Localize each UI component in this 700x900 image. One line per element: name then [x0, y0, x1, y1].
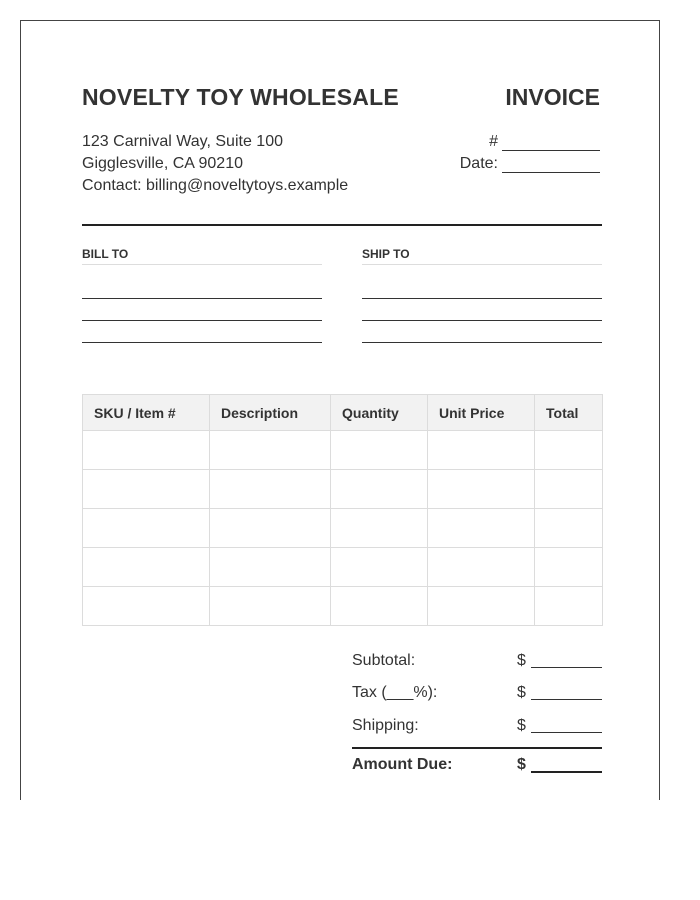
column-header-quantity: Quantity — [331, 395, 428, 431]
header-divider — [82, 224, 602, 226]
ship-to-line[interactable] — [362, 342, 602, 343]
table-cell[interactable] — [210, 587, 331, 626]
bill-to-line[interactable] — [82, 342, 322, 343]
table-cell[interactable] — [210, 548, 331, 587]
bill-to-label: BILL TO — [82, 247, 322, 265]
table-cell[interactable] — [210, 509, 331, 548]
amount-due-field[interactable] — [531, 771, 602, 773]
ship-to-line[interactable] — [362, 298, 602, 299]
table-cell[interactable] — [83, 587, 210, 626]
shipping-field[interactable] — [531, 732, 602, 733]
table-cell[interactable] — [83, 431, 210, 470]
table-row — [83, 509, 603, 548]
table-cell[interactable] — [428, 587, 535, 626]
table-row — [83, 548, 603, 587]
table-cell[interactable] — [331, 587, 428, 626]
invoice-date-row — [460, 155, 600, 173]
table-header-row — [83, 395, 603, 431]
table-cell[interactable] — [331, 548, 428, 587]
table-row — [83, 431, 603, 470]
table-cell[interactable] — [535, 431, 603, 470]
table-cell[interactable] — [210, 431, 331, 470]
invoice-number-field[interactable] — [502, 136, 600, 151]
table-cell[interactable] — [428, 509, 535, 548]
bill-to-line[interactable] — [82, 298, 322, 299]
table-cell[interactable] — [83, 509, 210, 548]
address-line-2: Gigglesville, CA 90210 — [82, 155, 243, 172]
tax-field[interactable] — [531, 699, 602, 700]
subtotal-label: Subtotal: — [352, 652, 416, 669]
table-cell[interactable] — [535, 509, 603, 548]
column-header-description: Description — [210, 395, 331, 431]
table-cell[interactable] — [535, 548, 603, 587]
company-name: NOVELTY TOY WHOLESALE — [82, 84, 399, 110]
table-cell[interactable] — [331, 509, 428, 548]
table-cell[interactable] — [428, 470, 535, 509]
invoice-number-row — [489, 133, 600, 151]
column-header-sku: SKU / Item # — [83, 395, 210, 431]
amount-due-label: Amount Due: — [352, 756, 453, 773]
address-line-1: 123 Carnival Way, Suite 100 — [82, 133, 283, 150]
table-cell[interactable] — [331, 431, 428, 470]
currency-symbol: $ — [517, 684, 526, 701]
table-row — [83, 470, 603, 509]
shipping-label: Shipping: — [352, 717, 419, 734]
subtotal-field[interactable] — [531, 667, 602, 668]
currency-symbol: $ — [517, 652, 526, 669]
line-items-table — [82, 394, 603, 626]
currency-symbol: $ — [517, 756, 526, 773]
table-row — [83, 587, 603, 626]
invoice-sheet — [20, 20, 660, 800]
amount-due-divider — [352, 747, 602, 749]
tax-label: Tax (___%): — [352, 684, 438, 701]
table-cell[interactable] — [428, 431, 535, 470]
invoice-number-label: # — [489, 133, 498, 150]
table-cell[interactable] — [535, 470, 603, 509]
table-cell[interactable] — [83, 548, 210, 587]
bill-to-line[interactable] — [82, 320, 322, 321]
bill-to-section — [82, 247, 322, 265]
ship-to-line[interactable] — [362, 320, 602, 321]
column-header-total: Total — [535, 395, 603, 431]
table-cell[interactable] — [331, 470, 428, 509]
currency-symbol: $ — [517, 717, 526, 734]
invoice-title: INVOICE — [505, 84, 600, 110]
table-cell[interactable] — [210, 470, 331, 509]
ship-to-section — [362, 247, 602, 265]
table-cell[interactable] — [428, 548, 535, 587]
ship-to-label: SHIP TO — [362, 247, 602, 265]
column-header-unit-price: Unit Price — [428, 395, 535, 431]
invoice-date-field[interactable] — [502, 158, 600, 173]
table-cell[interactable] — [535, 587, 603, 626]
invoice-date-label: Date: — [459, 155, 498, 172]
table-cell[interactable] — [83, 470, 210, 509]
contact-email: Contact: billing@noveltytoys.example — [82, 177, 349, 194]
